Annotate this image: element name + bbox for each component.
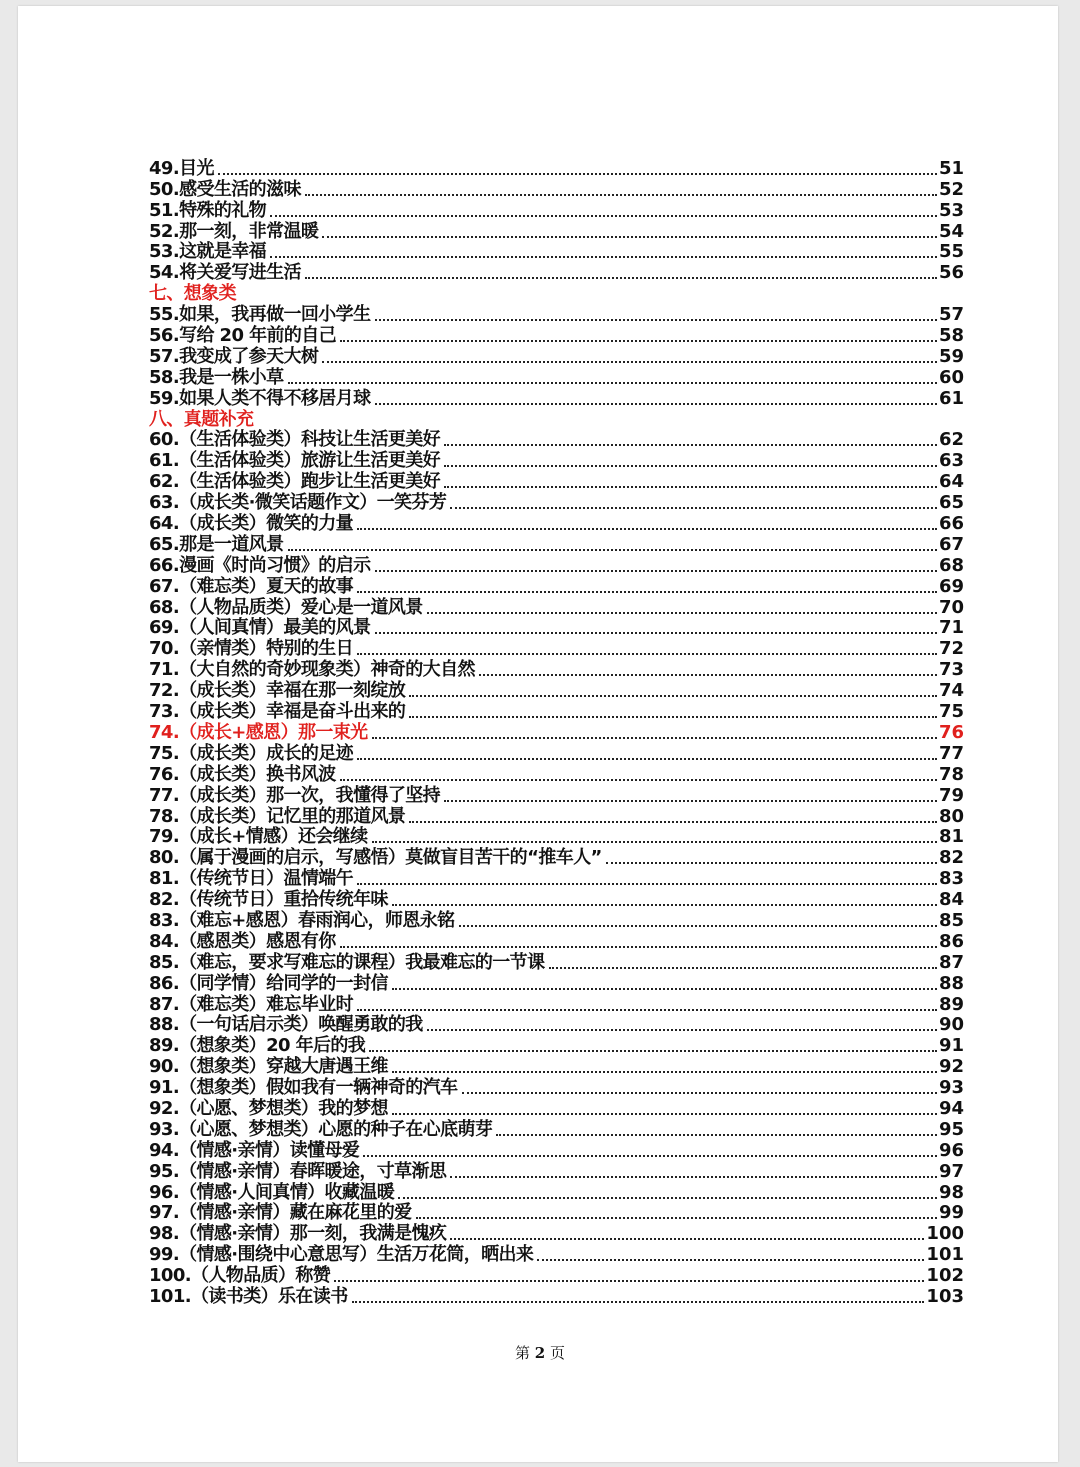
toc-entry <box>149 785 964 806</box>
toc-entry-title: 85.（难忘，要求写难忘的课程）我最难忘的一节课 <box>149 951 545 973</box>
toc-entry-title: 83.（难忘+感恩）春雨润心，师恩永铭 <box>149 909 455 931</box>
toc-entry-title: 73.（成长类）幸福是奋斗出来的 <box>149 701 406 723</box>
toc-entry <box>149 659 964 680</box>
toc-entry <box>149 534 964 555</box>
toc-entry <box>149 1286 964 1307</box>
toc-entry <box>149 1098 964 1119</box>
dot-leader <box>357 1009 937 1011</box>
toc-entry <box>149 158 964 179</box>
dot-leader <box>450 1238 924 1240</box>
toc-entry-page-number: 72 <box>938 638 964 660</box>
toc-entry <box>149 1140 964 1161</box>
toc-entry-page-number: 83 <box>938 868 964 890</box>
toc-entry-title: 65.那是一道风景 <box>149 533 284 555</box>
dot-leader <box>537 1259 924 1261</box>
toc-entry <box>149 1182 964 1203</box>
dot-leader <box>549 967 937 969</box>
toc-entry <box>149 179 964 200</box>
toc-entry <box>149 304 964 325</box>
toc-entry-page-number: 86 <box>938 930 964 952</box>
toc-entry <box>149 242 964 263</box>
dot-leader <box>288 549 937 551</box>
toc-entry-title: 51.特殊的礼物 <box>149 199 267 221</box>
dot-leader <box>288 382 937 384</box>
toc-entry-page-number: 89 <box>938 993 964 1015</box>
footer-suffix: 页 <box>550 1344 566 1362</box>
toc-entry-title: 94.（情感·亲情）读懂母爱 <box>149 1139 360 1161</box>
toc-entry-page-number: 78 <box>938 763 964 785</box>
dot-leader <box>363 1155 937 1157</box>
toc-entry-title: 74.（成长+感恩）那一束光 <box>149 721 368 743</box>
toc-entry-title: 61.（生活体验类）旅游让生活更美好 <box>149 450 441 472</box>
toc-entry-title: 82.（传统节日）重拾传统年味 <box>149 889 388 911</box>
toc-entry-page-number: 92 <box>938 1056 964 1078</box>
dot-leader <box>357 758 937 760</box>
dot-leader <box>322 236 937 238</box>
document-page <box>18 6 1058 1462</box>
dot-leader <box>357 883 937 885</box>
toc-entry-page-number: 80 <box>938 805 964 827</box>
toc-section-heading <box>149 409 964 430</box>
dot-leader <box>340 946 937 948</box>
toc-entry-page-number: 100 <box>926 1223 964 1245</box>
toc-entry <box>149 910 964 931</box>
toc-entry-page-number: 96 <box>938 1139 964 1161</box>
dot-leader <box>352 1301 925 1303</box>
toc-entry-title: 52.那一刻，非常温暖 <box>149 220 319 242</box>
toc-entry <box>149 1119 964 1140</box>
dot-leader <box>459 925 937 927</box>
toc-entry-title: 81.（传统节日）温情端午 <box>149 868 354 890</box>
toc-entry-page-number: 84 <box>938 889 964 911</box>
toc-entry <box>149 200 964 221</box>
toc-entry <box>149 743 964 764</box>
toc-entry-page-number: 87 <box>938 951 964 973</box>
dot-leader <box>372 841 937 843</box>
dot-leader <box>450 507 937 509</box>
toc-entry-page-number: 71 <box>938 617 964 639</box>
toc-entry <box>149 952 964 973</box>
toc-entry-page-number: 93 <box>938 1077 964 1099</box>
dot-leader <box>334 1280 924 1282</box>
toc-entry-title: 53.这就是幸福 <box>149 241 267 263</box>
toc-entry-title: 71.（大自然的奇妙现象类）神奇的大自然 <box>149 659 475 681</box>
toc-entry-title: 66.漫画《时尚习惯》的启示 <box>149 554 371 576</box>
toc-entry-page-number: 56 <box>938 262 964 284</box>
toc-entry <box>149 618 964 639</box>
toc-entry-page-number: 64 <box>938 471 964 493</box>
toc-entry <box>149 638 964 659</box>
dot-leader <box>392 1071 937 1073</box>
toc-entry-page-number: 82 <box>938 847 964 869</box>
toc-entry-title: 99.（情感·围绕中心意思写）生活万花筒，晒出来 <box>149 1244 534 1266</box>
toc-entry-page-number: 97 <box>938 1160 964 1182</box>
dot-leader <box>340 340 937 342</box>
toc-entry-title: 91.（想象类）假如我有一辆神奇的汽车 <box>149 1077 458 1099</box>
toc-entry <box>149 262 964 283</box>
dot-leader <box>270 256 937 258</box>
toc-entry-page-number: 61 <box>938 387 964 409</box>
toc-entry-page-number: 99 <box>938 1202 964 1224</box>
toc-entry <box>149 701 964 722</box>
page-footer <box>0 1342 1080 1363</box>
dot-leader <box>357 591 937 593</box>
toc-entry-title: 69.（人间真情）最美的风景 <box>149 617 371 639</box>
table-of-contents <box>149 158 964 1307</box>
toc-entry-title: 70.（亲情类）特别的生日 <box>149 638 354 660</box>
dot-leader <box>444 444 937 446</box>
dot-leader <box>375 570 937 572</box>
toc-entry-title: 58.我是一株小草 <box>149 366 284 388</box>
toc-entry-title: 86.（同学情）给同学的一封信 <box>149 972 388 994</box>
dot-leader <box>218 173 937 175</box>
dot-leader <box>606 862 937 864</box>
toc-entry-page-number: 55 <box>938 241 964 263</box>
toc-entry-page-number: 62 <box>938 429 964 451</box>
dot-leader <box>357 653 937 655</box>
section-heading-title: 八、真题补充 <box>149 408 254 430</box>
toc-entry-title: 98.（情感·亲情）那一刻，我满是愧疚 <box>149 1223 447 1245</box>
toc-entry-page-number: 95 <box>938 1118 964 1140</box>
footer-prefix: 第 <box>514 1344 530 1362</box>
toc-entry-page-number: 69 <box>938 575 964 597</box>
toc-entry <box>149 555 964 576</box>
toc-entry-page-number: 74 <box>938 680 964 702</box>
toc-entry-title: 49.目光 <box>149 157 214 179</box>
toc-entry-page-number: 59 <box>938 345 964 367</box>
toc-entry-page-number: 54 <box>938 220 964 242</box>
toc-entry <box>149 1244 964 1265</box>
dot-leader <box>409 716 937 718</box>
toc-entry-title: 87.（难忘类）难忘毕业时 <box>149 993 354 1015</box>
dot-leader <box>409 821 937 823</box>
toc-entry <box>149 806 964 827</box>
dot-leader <box>375 319 937 321</box>
toc-entry-title: 95.（情感·亲情）春晖暖途，寸草渐思 <box>149 1160 447 1182</box>
toc-entry <box>149 973 964 994</box>
toc-entry <box>149 1203 964 1224</box>
toc-entry-page-number: 57 <box>938 304 964 326</box>
toc-entry-page-number: 63 <box>938 450 964 472</box>
toc-entry-page-number: 60 <box>938 366 964 388</box>
dot-leader <box>444 800 937 802</box>
dot-leader <box>496 1134 937 1136</box>
toc-entry <box>149 889 964 910</box>
toc-entry-title: 57.我变成了参天大树 <box>149 345 319 367</box>
toc-entry-title: 60.（生活体验类）科技让生活更美好 <box>149 429 441 451</box>
toc-entry-page-number: 102 <box>926 1265 964 1287</box>
toc-entry <box>149 680 964 701</box>
toc-entry-title: 80.（属于漫画的启示，写感悟）莫做盲目苦干的“推车人” <box>149 847 602 869</box>
toc-entry-page-number: 52 <box>938 178 964 200</box>
toc-entry <box>149 1223 964 1244</box>
toc-entry-page-number: 88 <box>938 972 964 994</box>
dot-leader <box>392 904 937 906</box>
dot-leader <box>450 1176 937 1178</box>
toc-entry-page-number: 65 <box>938 492 964 514</box>
toc-entry-page-number: 90 <box>938 1014 964 1036</box>
toc-entry <box>149 450 964 471</box>
dot-leader <box>416 1217 937 1219</box>
toc-entry <box>149 430 964 451</box>
toc-entry-title: 77.（成长类）那一次，我懂得了坚持 <box>149 784 441 806</box>
toc-entry-page-number: 70 <box>938 596 964 618</box>
dot-leader <box>305 194 937 196</box>
toc-entry <box>149 1077 964 1098</box>
toc-entry <box>149 221 964 242</box>
toc-entry-title: 68.（人物品质类）爱心是一道风景 <box>149 596 423 618</box>
dot-leader <box>357 528 937 530</box>
dot-leader <box>444 486 937 488</box>
toc-entry-title: 63.（成长类·微笑话题作文）一笑芬芳 <box>149 492 447 514</box>
toc-entry <box>149 346 964 367</box>
toc-entry-title: 79.（成长+情感）还会继续 <box>149 826 368 848</box>
dot-leader <box>340 779 937 781</box>
toc-entry-title: 84.（感恩类）感恩有你 <box>149 930 336 952</box>
dot-leader <box>462 1092 937 1094</box>
toc-entry-page-number: 51 <box>938 157 964 179</box>
toc-entry-page-number: 75 <box>938 701 964 723</box>
dot-leader <box>375 632 937 634</box>
toc-entry-title: 100.（人物品质）称赞 <box>149 1265 331 1287</box>
dot-leader <box>479 674 937 676</box>
footer-page-number: 2 <box>534 1344 546 1362</box>
toc-entry <box>149 1035 964 1056</box>
toc-entry <box>149 931 964 952</box>
toc-entry <box>149 513 964 534</box>
dot-leader <box>392 988 937 990</box>
toc-entry <box>149 492 964 513</box>
dot-leader <box>392 1113 937 1115</box>
toc-entry <box>149 994 964 1015</box>
dot-leader <box>305 277 937 279</box>
dot-leader <box>372 737 937 739</box>
dot-leader <box>270 215 937 217</box>
toc-entry-title: 93.（心愿、梦想类）心愿的种子在心底萌芽 <box>149 1118 493 1140</box>
dot-leader <box>322 361 937 363</box>
dot-leader <box>444 465 937 467</box>
toc-entry-page-number: 73 <box>938 659 964 681</box>
toc-entry-title: 90.（想象类）穿越大唐遇王维 <box>149 1056 388 1078</box>
toc-section-heading <box>149 283 964 304</box>
toc-entry-page-number: 91 <box>938 1035 964 1057</box>
toc-entry-title: 62.（生活体验类）跑步让生活更美好 <box>149 471 441 493</box>
toc-entry <box>149 868 964 889</box>
toc-entry-title: 97.（情感·亲情）藏在麻花里的爱 <box>149 1202 412 1224</box>
toc-entry-title: 72.（成长类）幸福在那一刻绽放 <box>149 680 406 702</box>
toc-entry-page-number: 101 <box>926 1244 964 1266</box>
toc-entry-page-number: 94 <box>938 1097 964 1119</box>
toc-entry-page-number: 66 <box>938 513 964 535</box>
toc-entry-title: 59.如果人类不得不移居月球 <box>149 387 371 409</box>
toc-entry-page-number: 81 <box>938 826 964 848</box>
toc-entry-title: 50.感受生活的滋味 <box>149 178 301 200</box>
toc-entry-title: 55.如果，我再做一回小学生 <box>149 304 371 326</box>
toc-entry <box>149 325 964 346</box>
dot-leader <box>369 1050 937 1052</box>
toc-entry-title: 78.（成长类）记忆里的那道风景 <box>149 805 406 827</box>
toc-entry <box>149 471 964 492</box>
toc-entry-title: 64.（成长类）微笑的力量 <box>149 513 354 535</box>
toc-entry-page-number: 68 <box>938 554 964 576</box>
toc-entry-title: 54.将关爱写进生活 <box>149 262 301 284</box>
dot-leader <box>375 403 937 405</box>
toc-entry-title: 76.（成长类）换书风波 <box>149 763 336 785</box>
toc-entry <box>149 597 964 618</box>
toc-entry <box>149 367 964 388</box>
toc-entry-page-number: 79 <box>938 784 964 806</box>
toc-entry-title: 88.（一句话启示类）唤醒勇敢的我 <box>149 1014 423 1036</box>
toc-entry-title: 96.（情感·人间真情）收藏温暖 <box>149 1181 395 1203</box>
toc-entry <box>149 1056 964 1077</box>
toc-entry <box>149 827 964 848</box>
toc-entry-title: 75.（成长类）成长的足迹 <box>149 742 354 764</box>
toc-entry-title: 67.（难忘类）夏天的故事 <box>149 575 354 597</box>
toc-entry-page-number: 103 <box>926 1285 964 1307</box>
toc-entry-title: 101.（读书类）乐在读书 <box>149 1285 348 1307</box>
toc-entry <box>149 722 964 743</box>
toc-entry-title: 56.写给 20 年前的自己 <box>149 325 337 347</box>
toc-entry-page-number: 67 <box>938 533 964 555</box>
toc-entry <box>149 1265 964 1286</box>
toc-entry <box>149 764 964 785</box>
toc-entry <box>149 576 964 597</box>
toc-entry-page-number: 98 <box>938 1181 964 1203</box>
toc-entry-page-number: 76 <box>938 721 964 743</box>
toc-entry <box>149 1161 964 1182</box>
toc-entry-page-number: 58 <box>938 325 964 347</box>
toc-entry-page-number: 85 <box>938 909 964 931</box>
dot-leader <box>398 1197 937 1199</box>
toc-entry-title: 92.（心愿、梦想类）我的梦想 <box>149 1097 388 1119</box>
toc-entry <box>149 1015 964 1036</box>
section-heading-title: 七、想象类 <box>149 283 236 305</box>
toc-entry <box>149 388 964 409</box>
dot-leader <box>409 695 937 697</box>
toc-entry <box>149 847 964 868</box>
toc-entry-page-number: 77 <box>938 742 964 764</box>
toc-entry-title: 89.（想象类）20 年后的我 <box>149 1035 366 1057</box>
dot-leader <box>427 1029 937 1031</box>
toc-entry-page-number: 53 <box>938 199 964 221</box>
dot-leader <box>427 612 937 614</box>
